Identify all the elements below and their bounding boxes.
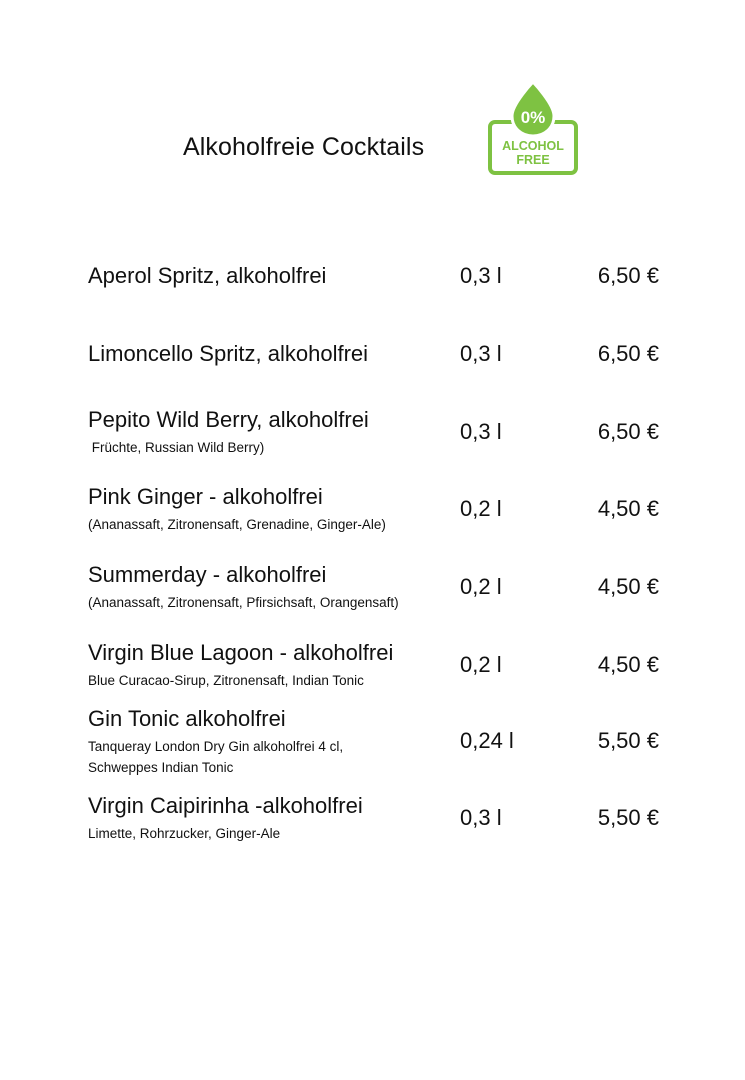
badge-percent: 0% — [520, 108, 546, 127]
menu-item-volume: 0,2 l — [460, 652, 502, 677]
menu-item-name: Virgin Blue Lagoon - alkoholfrei — [88, 640, 394, 665]
alcohol-free-droplet-icon — [486, 80, 580, 178]
menu-item-price: 6,50 € — [597, 263, 659, 288]
badge-line-2: FREE — [516, 153, 550, 167]
badge-line-1: ALCOHOL — [502, 139, 564, 153]
alcohol-free-badge — [486, 80, 580, 178]
menu-item-description: (Ananassaft, Zitronensaft, Grenadine, Ginger-Ale) — [88, 517, 386, 532]
menu-item-name: Summerday - alkoholfrei — [88, 562, 327, 587]
menu-item-price: 4,50 € — [597, 652, 659, 677]
menu-item-price: 5,50 € — [597, 728, 659, 753]
menu-item-price: 6,50 € — [597, 419, 659, 444]
menu-item-description: Tanqueray London Dry Gin alkoholfrei 4 cl, Schweppes Indian Tonic — [88, 739, 344, 775]
menu-item-price: 5,50 € — [597, 805, 659, 830]
menu-item-description: Limette, Rohrzucker, Ginger-Ale — [88, 826, 281, 841]
menu-item-name: Gin Tonic alkoholfrei — [88, 706, 286, 731]
menu-item-volume: 0,2 l — [460, 496, 502, 521]
menu-item-price: 4,50 € — [597, 574, 659, 599]
menu-item-volume: 0,3 l — [460, 805, 502, 830]
menu-item-volume: 0,3 l — [460, 263, 502, 288]
page-title: Alkoholfreie Cocktails — [183, 133, 425, 161]
menu-item-volume: 0,2 l — [460, 574, 502, 599]
menu-item-description: Blue Curacao-Sirup, Zitronensaft, Indian Tonic — [88, 673, 364, 688]
menu-item-volume: 0,24 l — [460, 728, 514, 753]
menu-item-name: Pepito Wild Berry, alkoholfrei — [88, 407, 369, 432]
menu-item-name: Pink Ginger - alkoholfrei — [88, 484, 323, 509]
menu-item-name: Aperol Spritz, alkoholfrei — [88, 263, 327, 288]
menu-item-price: 4,50 € — [597, 496, 659, 521]
menu-item-volume: 0,3 l — [460, 341, 502, 366]
menu-item-volume: 0,3 l — [460, 419, 502, 444]
menu-item-name: Limoncello Spritz, alkoholfrei — [88, 341, 369, 366]
menu-item-description: Früchte, Russian Wild Berry) — [88, 440, 265, 455]
menu-item-price: 6,50 € — [597, 341, 659, 366]
menu-item-name: Virgin Caipirinha -alkoholfrei — [88, 793, 363, 818]
menu-item-description: (Ananassaft, Zitronensaft, Pfirsichsaft, Orangensaft) — [88, 595, 399, 610]
